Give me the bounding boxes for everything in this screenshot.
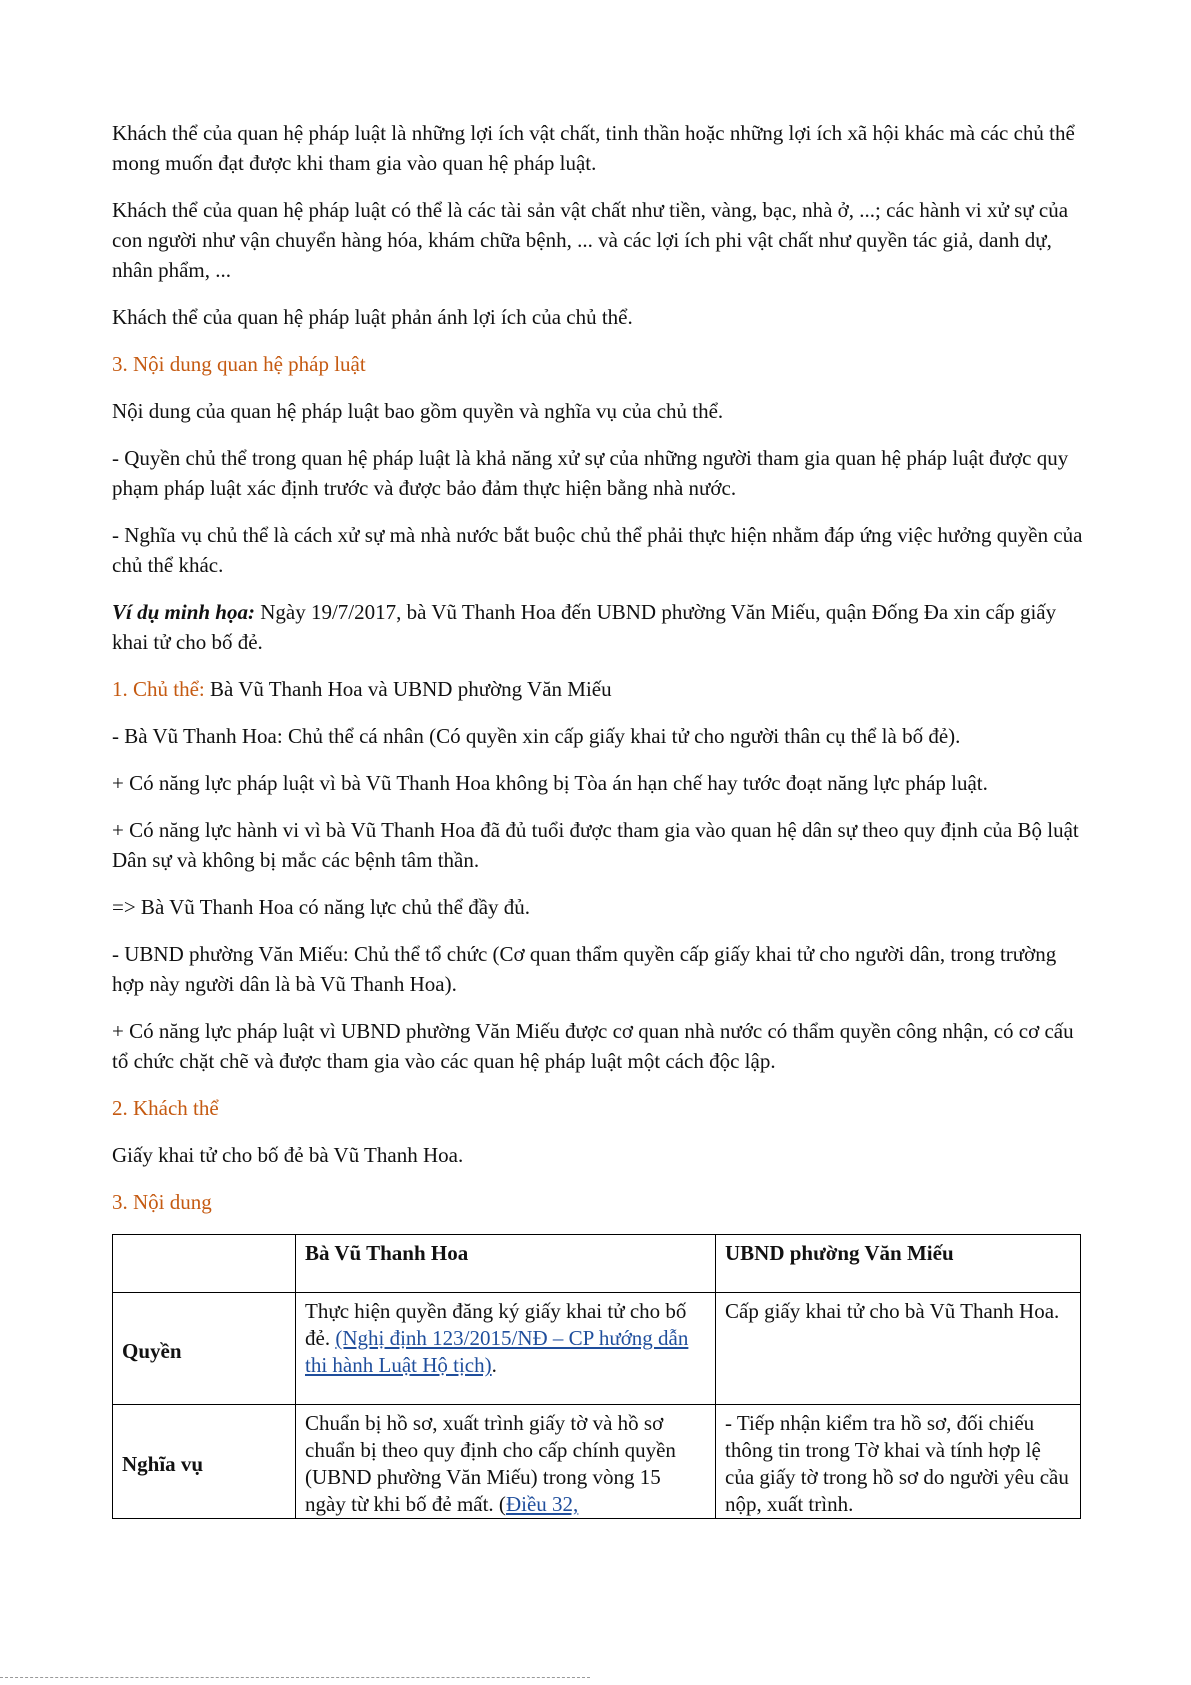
row-label: Nghĩa vụ [113, 1405, 296, 1519]
table-row [113, 1405, 1081, 1519]
paragraph: + Có năng lực pháp luật vì UBND phường Văn Miếu được cơ quan nhà nước có thẩm quyền công nhận, có cơ cấu tổ chức chặt chẽ và được tham gia vào các quan hệ pháp luật một cách độc lập. [112, 1019, 1074, 1073]
paragraph: - Bà Vũ Thanh Hoa: Chủ thể cá nhân (Có quyền xin cấp giấy khai tử cho người thân cụ thể là bố đẻ). [112, 724, 961, 748]
paragraph: - UBND phường Văn Miếu: Chủ thể tổ chức (Cơ quan thẩm quyền cấp giấy khai tử cho người dân, trong trường hợp này người dân là bà Vũ Thanh Hoa). [112, 942, 1057, 996]
table-header-cell: Bà Vũ Thanh Hoa [296, 1235, 716, 1293]
row-label: Quyền [113, 1293, 296, 1405]
subject-paragraph [112, 674, 1087, 704]
cell-text: . [491, 1353, 497, 1377]
table-cell: Cấp giấy khai tử cho bà Vũ Thanh Hoa. [716, 1293, 1081, 1405]
example-paragraph [112, 597, 1087, 657]
paragraph: + Có năng lực hành vi vì bà Vũ Thanh Hoa đã đủ tuổi được tham gia vào quan hệ dân sự theo quy định của Bộ luật Dân sự và không bị mắc các bệnh tâm thần. [112, 818, 1079, 872]
paragraph: Khách thể của quan hệ pháp luật có thể là các tài sản vật chất như tiền, vàng, bạc, nhà ở, ...; các hành vi xử sự của con người như vận chuyển hàng hóa, khám chữa bệnh, ... và các lợi ích phi vật chất như quyền tác giả, danh dự, nhân phẩm, ... [112, 198, 1069, 282]
table-row [113, 1293, 1081, 1405]
section-heading: 3. Nội dung [112, 1190, 212, 1214]
table-cell [296, 1293, 716, 1405]
section-heading: 2. Khách thể [112, 1096, 219, 1120]
table-cell: - Tiếp nhận kiểm tra hồ sơ, đối chiếu thông tin trong Tờ khai và tính hợp lệ của giấy tờ trong hồ sơ do người yêu cầu nộp, xuất trình. [716, 1405, 1081, 1519]
table-corner-cell [113, 1235, 296, 1293]
cell-text: Thực hiện quyền đăng ký giấy khai tử cho bố đẻ. [305, 1299, 687, 1350]
paragraph: + Có năng lực pháp luật vì bà Vũ Thanh Hoa không bị Tòa án hạn chế hay tước đoạt năng lực pháp luật. [112, 771, 988, 795]
table-cell [296, 1405, 716, 1519]
rights-duties-table [112, 1234, 1081, 1519]
example-lead: Ví dụ minh họa: [112, 600, 255, 624]
decree-link[interactable]: (Nghị định 123/2015/NĐ – CP hướng dẫn thi hành Luật Hộ tịch) [305, 1326, 689, 1377]
table-header-row [113, 1235, 1081, 1293]
paragraph: Giấy khai tử cho bố đẻ bà Vũ Thanh Hoa. [112, 1143, 464, 1167]
paragraph: - Nghĩa vụ chủ thể là cách xử sự mà nhà nước bắt buộc chủ thể phải thực hiện nhằm đáp ứng việc hưởng quyền của chủ thể khác. [112, 523, 1083, 577]
example-text: Ngày 19/7/2017, bà Vũ Thanh Hoa đến UBND phường Văn Miếu, quận Đống Đa xin cấp giấy khai tử cho bố đẻ. [112, 600, 1057, 654]
section-heading: 1. Chủ thể: [112, 677, 205, 701]
cell-text: Chuẩn bị hồ sơ, xuất trình giấy tờ và hồ sơ chuẩn bị theo quy định cho cấp chính quyền (UBND phường Văn Miếu) trong vòng 15 ngày từ khi bố đẻ mất. ( [305, 1411, 676, 1516]
paragraph: - Quyền chủ thể trong quan hệ pháp luật là khả năng xử sự của những người tham gia quan hệ pháp luật được quy phạm pháp luật xác định trước và được bảo đảm thực hiện bằng nhà nước. [112, 446, 1069, 500]
article-link[interactable]: Điều 32, [505, 1492, 579, 1516]
subject-text: Bà Vũ Thanh Hoa và UBND phường Văn Miếu [204, 677, 612, 701]
paragraph: => Bà Vũ Thanh Hoa có năng lực chủ thể đầy đủ. [112, 895, 531, 919]
footer-divider [0, 1677, 590, 1678]
section-heading: 3. Nội dung quan hệ pháp luật [112, 352, 366, 376]
paragraph: Nội dung của quan hệ pháp luật bao gồm quyền và nghĩa vụ của chủ thể. [112, 399, 724, 423]
document-page [112, 118, 1087, 1519]
table-header-cell: UBND phường Văn Miếu [716, 1235, 1081, 1293]
paragraph: Khách thể của quan hệ pháp luật là những lợi ích vật chất, tinh thần hoặc những lợi ích xã hội khác mà các chủ thể mong muốn đạt được khi tham gia vào quan hệ pháp luật. [112, 121, 1075, 175]
paragraph: Khách thể của quan hệ pháp luật phản ánh lợi ích của chủ thể. [112, 305, 633, 329]
